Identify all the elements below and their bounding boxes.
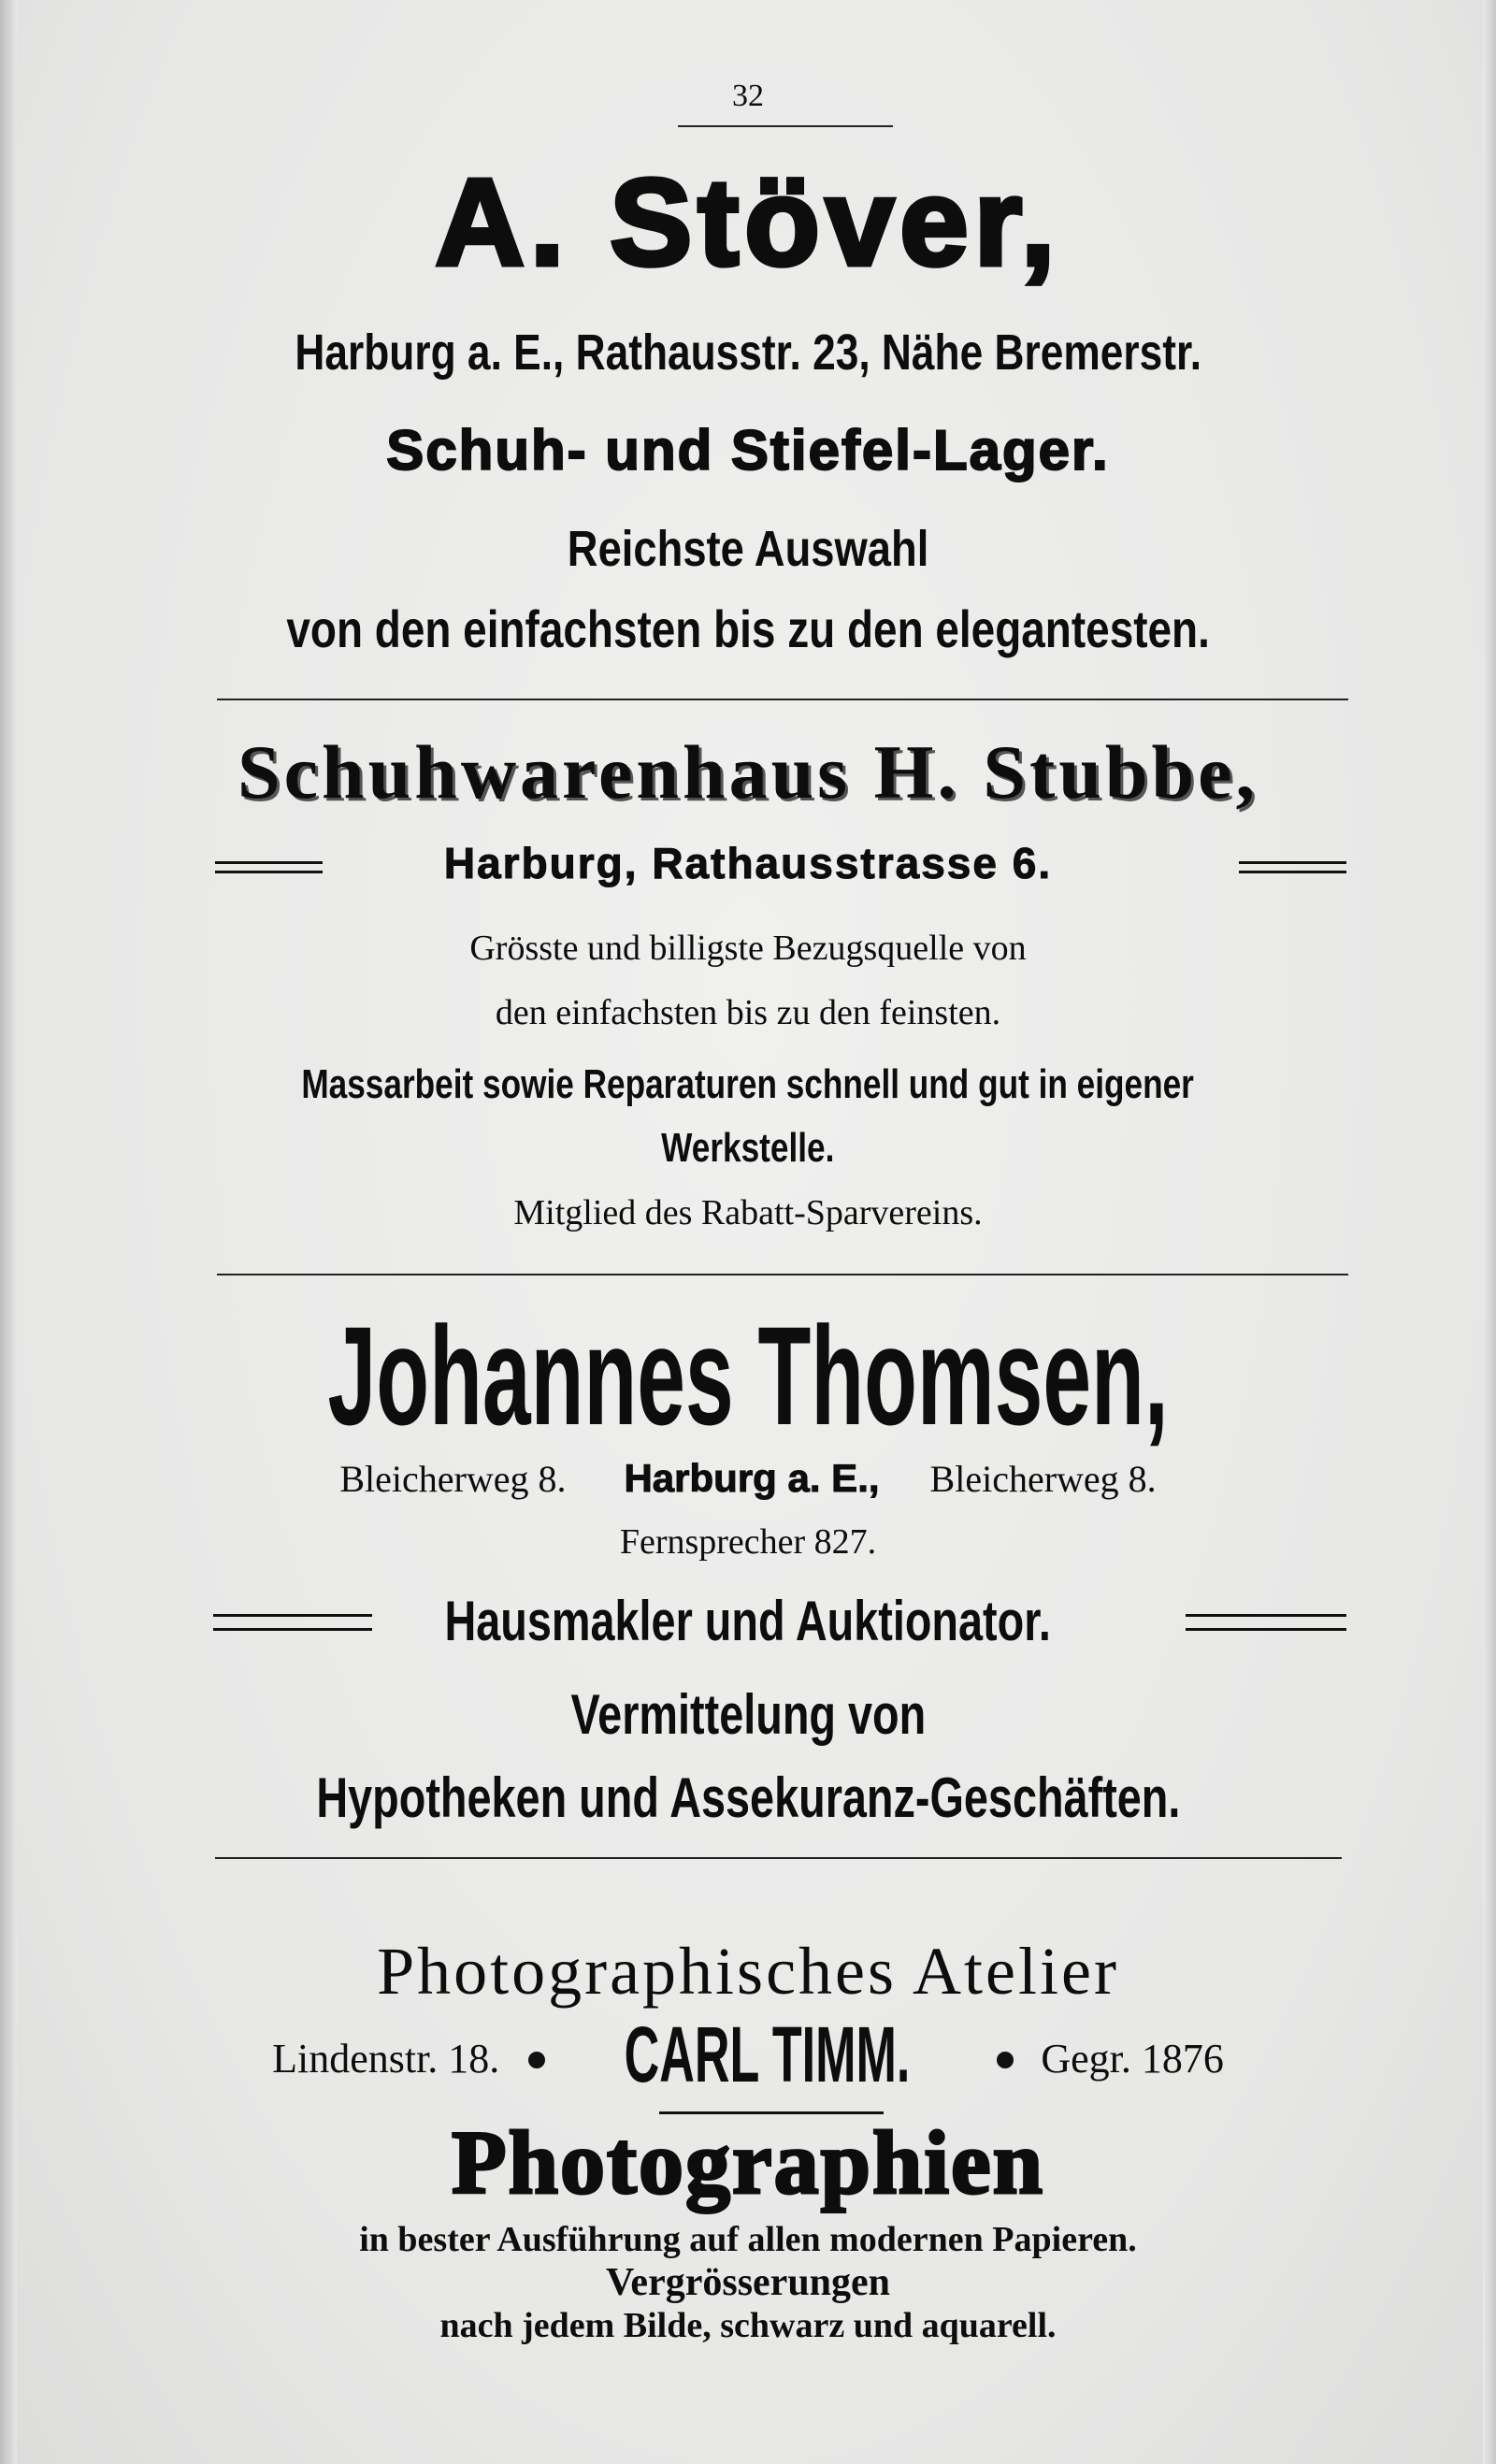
ad-stubbe-address: Harburg, Rathausstrasse 6.: [443, 839, 1053, 887]
ad-stubbe-line-3: Massarbeit sowie Reparaturen schnell und gut in eigener: [301, 1061, 1195, 1107]
bullet-icon: [528, 2052, 545, 2068]
ad-stoever-tagline-2: von den einfachsten bis zu den elegantesten.: [286, 599, 1210, 658]
ad-thomsen-name: Johannes Thomsen,: [327, 1297, 1169, 1454]
ad-timm-name: CARL TIMM.: [624, 2010, 911, 2098]
page-number-rule: [678, 125, 893, 127]
ad-timm-address-row: [0, 2010, 1496, 2098]
divider-2: [217, 1274, 1348, 1275]
ad-stoever-tagline-1: Reichste Auswahl: [567, 521, 929, 577]
ad-timm-line-1: in bester Ausführung auf allen modernen Papieren.: [359, 2220, 1137, 2259]
ad-thomsen-phone: Fernsprecher 827.: [619, 1522, 877, 1562]
ad-stubbe-line-2: den einfachsten bis zu den feinsten.: [495, 993, 1001, 1032]
ad-stubbe-line-1: Grösste und billigste Bezugsquelle von: [469, 929, 1027, 968]
ad-thomsen-line-2: Hypotheken und Assekuranz-Geschäften.: [315, 1766, 1181, 1829]
ad-stoever-name: A. Stöver,: [435, 153, 1061, 291]
divider-1: [217, 699, 1348, 700]
ad-timm-line-3: nach jedem Bilde, schwarz und aquarell.: [439, 2306, 1057, 2345]
ad-stubbe-line-4: Werkstelle.: [661, 1125, 835, 1171]
ad-timm-founded: Gegr. 1876: [1041, 2036, 1224, 2082]
ad-stubbe-name: Schuhwarenhaus H. Stubbe,: [237, 729, 1259, 814]
ad-thomsen-line-1: Vermittelung von: [570, 1683, 926, 1746]
divider-3: [215, 1857, 1342, 1859]
ad-thomsen-profession: Hausmakler und Auktionator.: [444, 1590, 1052, 1652]
ad-timm-title: Photographien: [451, 2112, 1045, 2212]
ad-thomsen-street-left: Bleicherweg 8.: [339, 1458, 567, 1500]
ad-thomsen-city: Harburg a. E.,: [624, 1456, 880, 1500]
ad-thomsen-street-right: Bleicherweg 8.: [929, 1458, 1157, 1500]
ad-timm-line-2: Vergrösserungen: [605, 2261, 891, 2304]
ad-timm-heading: Photographisches Atelier: [377, 1934, 1119, 2009]
ad-stoever-address: Harburg a. E., Rathausstr. 23, Nähe Bremerstr.: [295, 324, 1201, 381]
page-number: 32: [732, 79, 764, 113]
bullet-icon: [997, 2052, 1014, 2068]
ad-stubbe-line-5: Mitglied des Rabatt-Sparvereins.: [513, 1193, 983, 1232]
ad-thomsen-street-row: [0, 1456, 1496, 1500]
ad-timm-address: Lindenstr. 18.: [272, 2036, 500, 2082]
ad-stoever-business: Schuh- und Stiefel-Lager.: [386, 419, 1110, 482]
